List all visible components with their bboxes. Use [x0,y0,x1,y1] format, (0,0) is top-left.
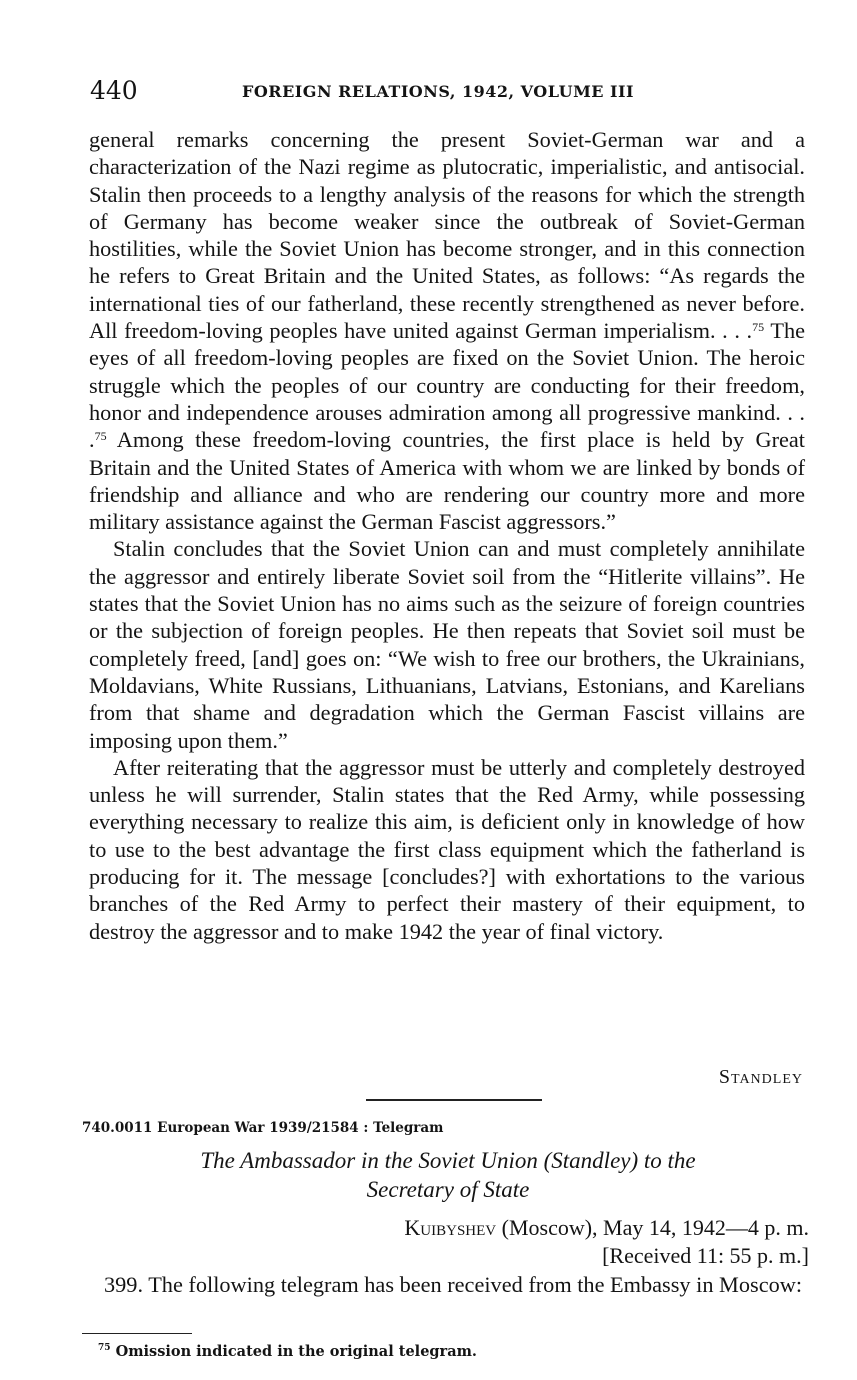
footnote-number: 75 [98,1343,111,1354]
document-title-line-1: The Ambassador in the Soviet Union (Standley) to the [200,1148,696,1173]
page-header [90,76,810,108]
dateline-sent [404,1214,809,1242]
paragraph-1-part-c: Among these freedom-loving countries, the first place is held by Great Britain and the United States of America with whom we are linked by bonds of friendship and alliance and who are rendering our country more and more military assistance against the German Fascist aggressors.” [89,427,805,535]
dateline-place: Kuibyshev [404,1215,497,1240]
section-divider [366,1099,542,1101]
footnote [98,1343,477,1360]
footnote-text: Omission indicated in the original telegram. [110,1343,477,1360]
paragraph-1-part-a: general remarks concerning the present Soviet-German war and a characterization of the Nazi regime as plutocratic, imperialistic, and antisocial. Stalin then proceeds to a lengthy analysis of the reasons for which the strength of Germany has become weaker since the outbreak of Soviet-German hostilities, while the Soviet Union has become stronger, and in this connection he refers to Great Britain and the United States, as follows: “As regards the international ties of our fatherland, these recently strengthened as never before. All freedom-loving peoples have united against German imperialism. . . . [89,127,805,344]
footnote-ref-1: 75 [752,320,765,335]
paragraph-3: After reiterating that the aggressor must be utterly and completely destroyed unless he will surrender, Stalin states that the Red Army, while possessing everything necessary to realize this aim, is deficient only in knowledge of how to use to the best advantage the first class equipment which the fatherland is producing for it. The message [concludes?] with exhortations to the various branches of the Red Army to perfect their mastery of their equipment, to destroy the aggressor and to make 1942 the year of final victory. [89,754,805,944]
dateline [404,1214,809,1270]
running-head: FOREIGN RELATIONS, 1942, VOLUME III [242,82,634,101]
dateline-details: (Moscow), May 14, 1942—4 p. m. [496,1215,809,1240]
footnote-divider [82,1333,192,1334]
paragraph-2: Stalin concludes that the Soviet Union can and must completely annihilate the aggressor and entirely liberate Soviet soil from the “Hitlerite villains”. He states that the Soviet Union has no aims such as the seizure of foreign countries or the subjection of foreign peoples. He then repeats that Soviet soil must be completely freed, [and] goes on: “We wish to free our brothers, the Ukrainians, Moldavians, White Russians, Lithuanians, Latvians, Estonians, and Karelians from that shame and degradation which the German Fascist villains are imposing upon them.” [89,536,805,753]
footnote-ref-2: 75 [94,429,107,444]
file-reference: 740.0011 European War 1939/21584 : Telegram [82,1120,444,1136]
dateline-received: [Received 11: 55 p. m.] [602,1243,809,1268]
document-title [90,1146,806,1204]
paragraph-1 [89,126,805,535]
document-title-line-2: Secretary of State [366,1177,530,1202]
paragraph-1-part-b: The eyes of all freedom-loving peoples are fixed on the Soviet Union. The heroic struggle which the peoples of our country are conducting for their freedom, honor and independence arouses admiration among all progressive mankind. . . . [89,318,805,453]
signature: Standley [718,1066,803,1088]
body-text [89,126,805,945]
page-number: 440 [90,76,138,105]
telegram-opening: 399. The following telegram has been received from the Embassy in Moscow: [104,1272,803,1297]
